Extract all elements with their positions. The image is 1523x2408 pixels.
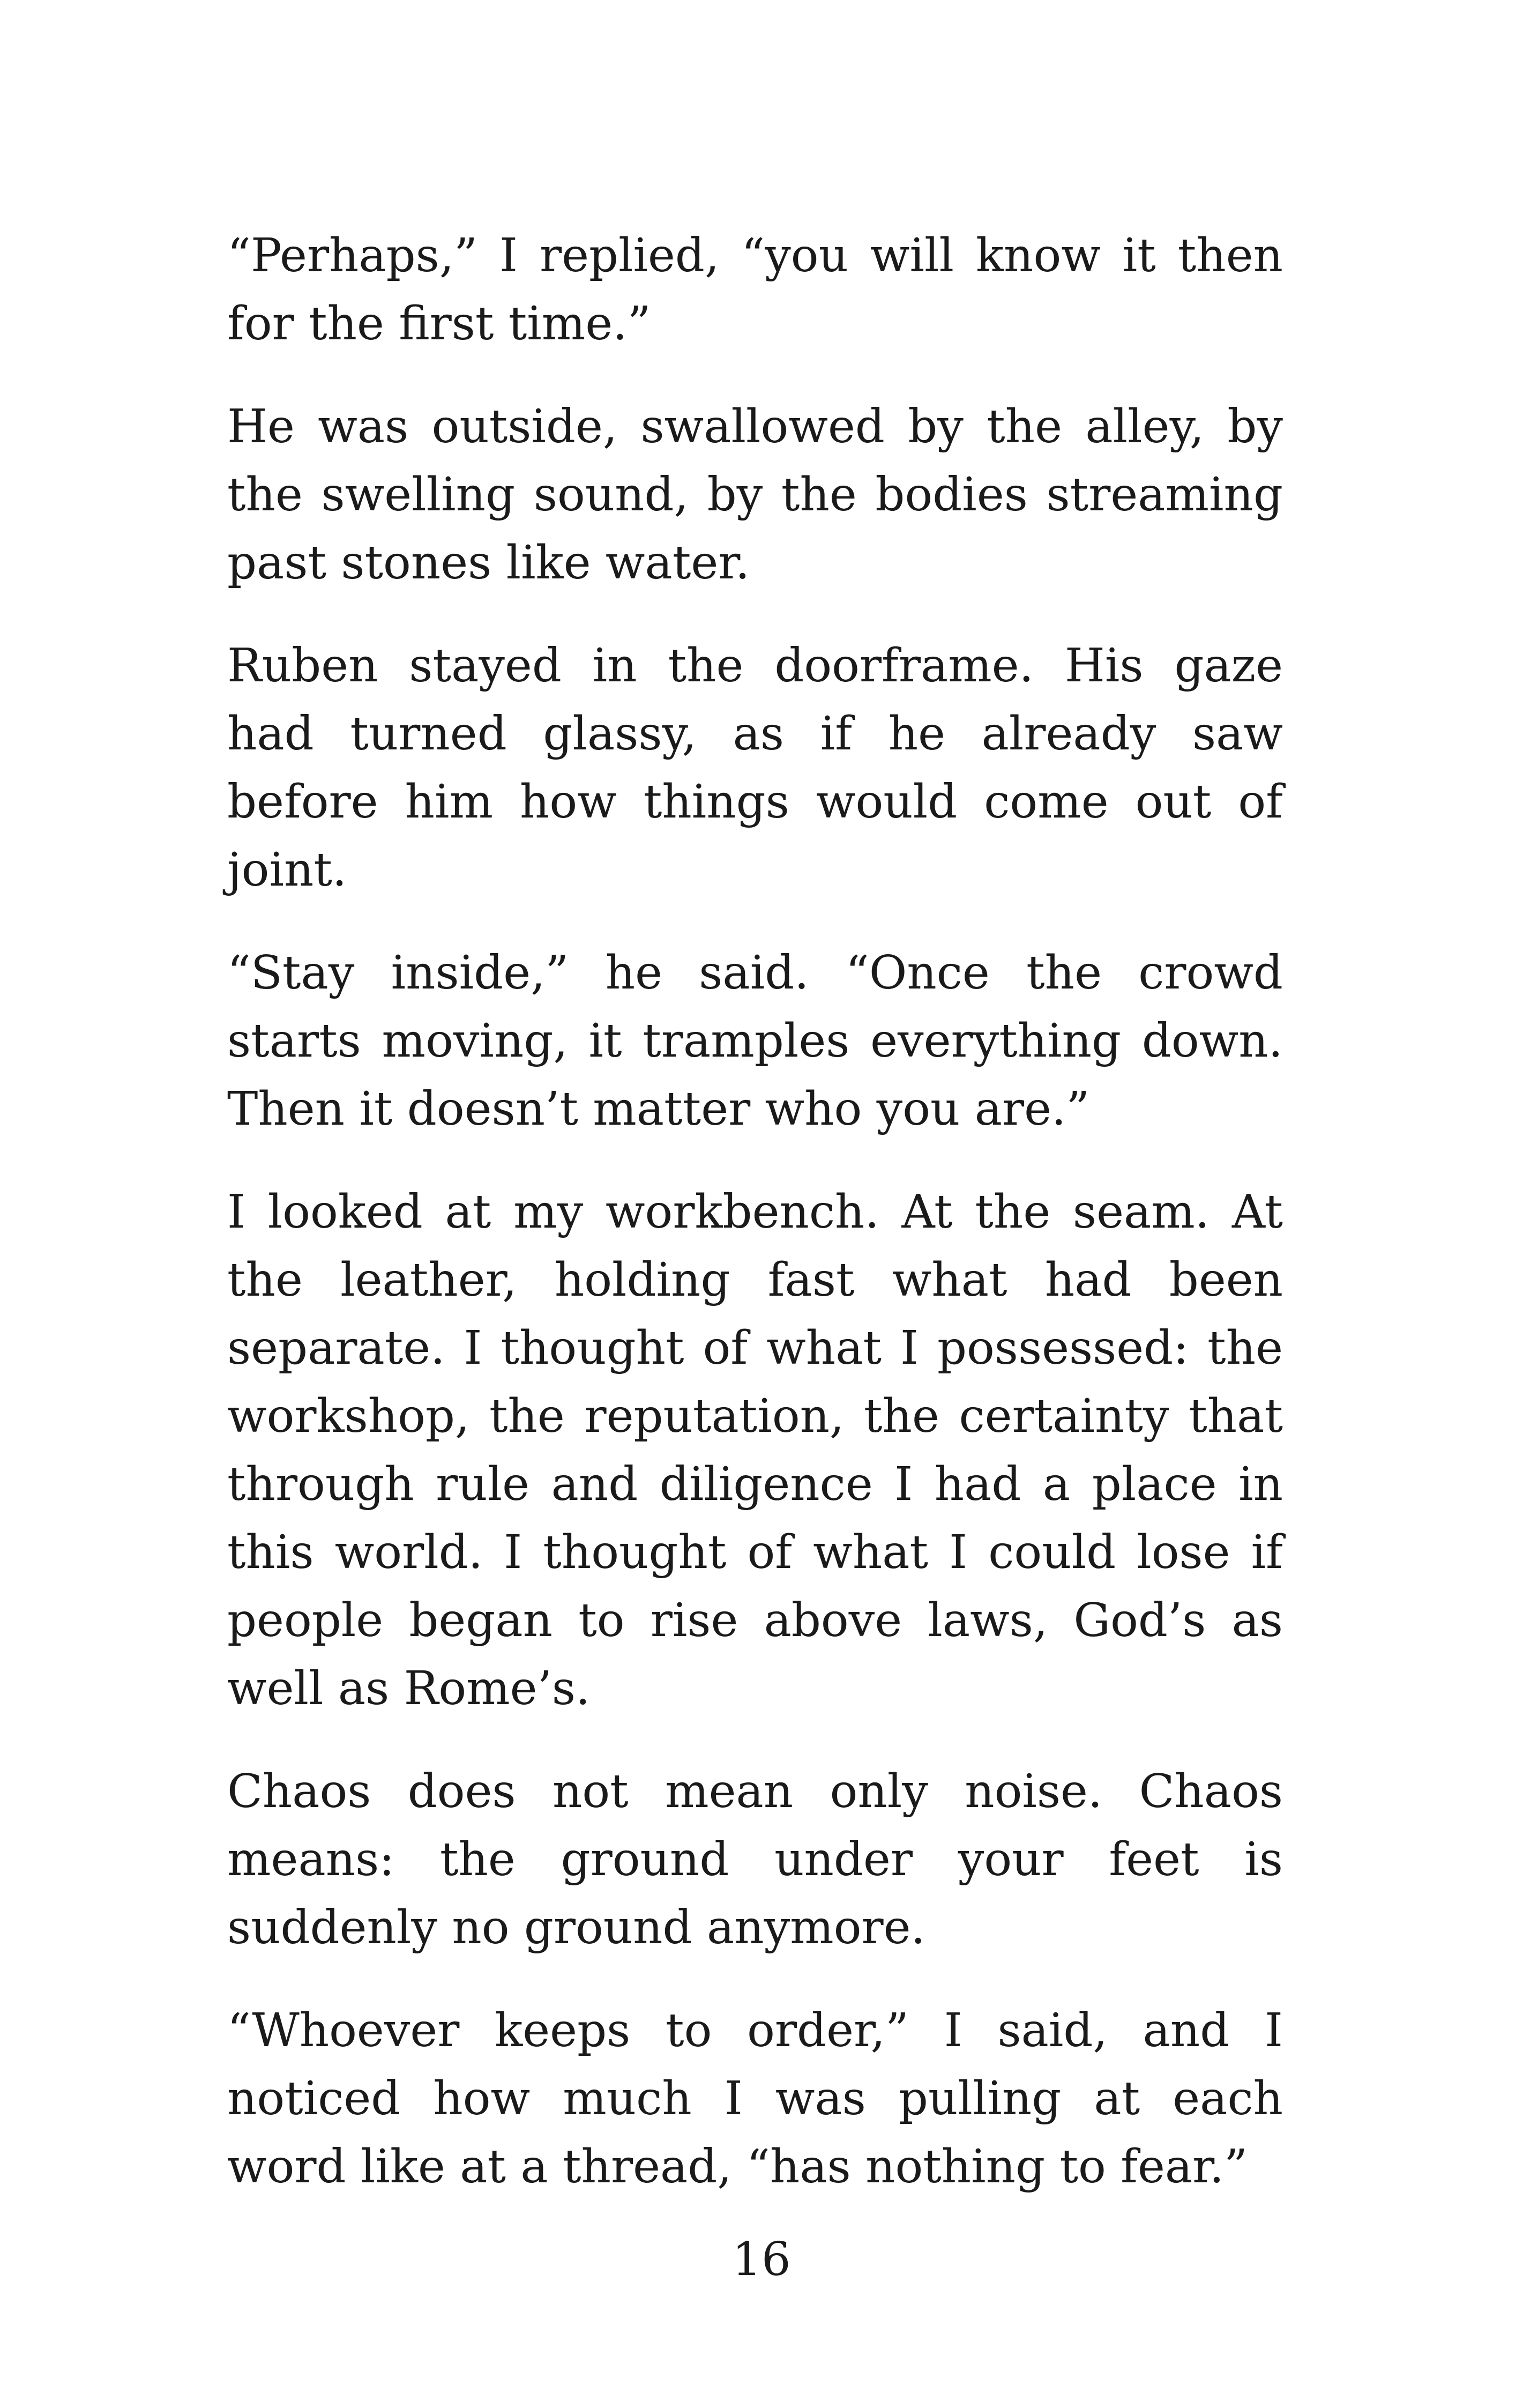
paragraph: Chaos does not mean only noise. Chaos means: the ground under your feet is suddenly no ground anymore. [227,1765,1283,1954]
page-number: 16 [732,2233,791,2286]
paragraph: “Perhaps,” I replied, “you will know it then for the first time.” [227,229,1283,351]
paragraph: I looked at my workbench. At the seam. At the leather, holding fast what had been separate. I thought of what I possessed: the workshop, the reputation, the certainty that through rule and diligence I had a place in this world. I thought of what I could lose if people began to rise above laws, God’s as well as Rome’s. [227,1185,1283,1715]
paragraph: “Whoever keeps to order,” I said, and I noticed how much I was pulling at each word like at a thread, “has nothing to fear.” [227,2004,1283,2194]
paragraph: He was outside, swallowed by the alley, by the swelling sound, by the bodies streaming past stones like water. [227,400,1283,590]
paragraph: “Stay inside,” he said. “Once the crowd starts moving, it tramples everything down. Then it doesn’t matter who you are.” [227,946,1283,1136]
paragraph: Ruben stayed in the doorframe. His gaze had turned glassy, as if he already saw before him how things would come out of joint. [227,639,1283,897]
body-text [227,222,1283,2236]
